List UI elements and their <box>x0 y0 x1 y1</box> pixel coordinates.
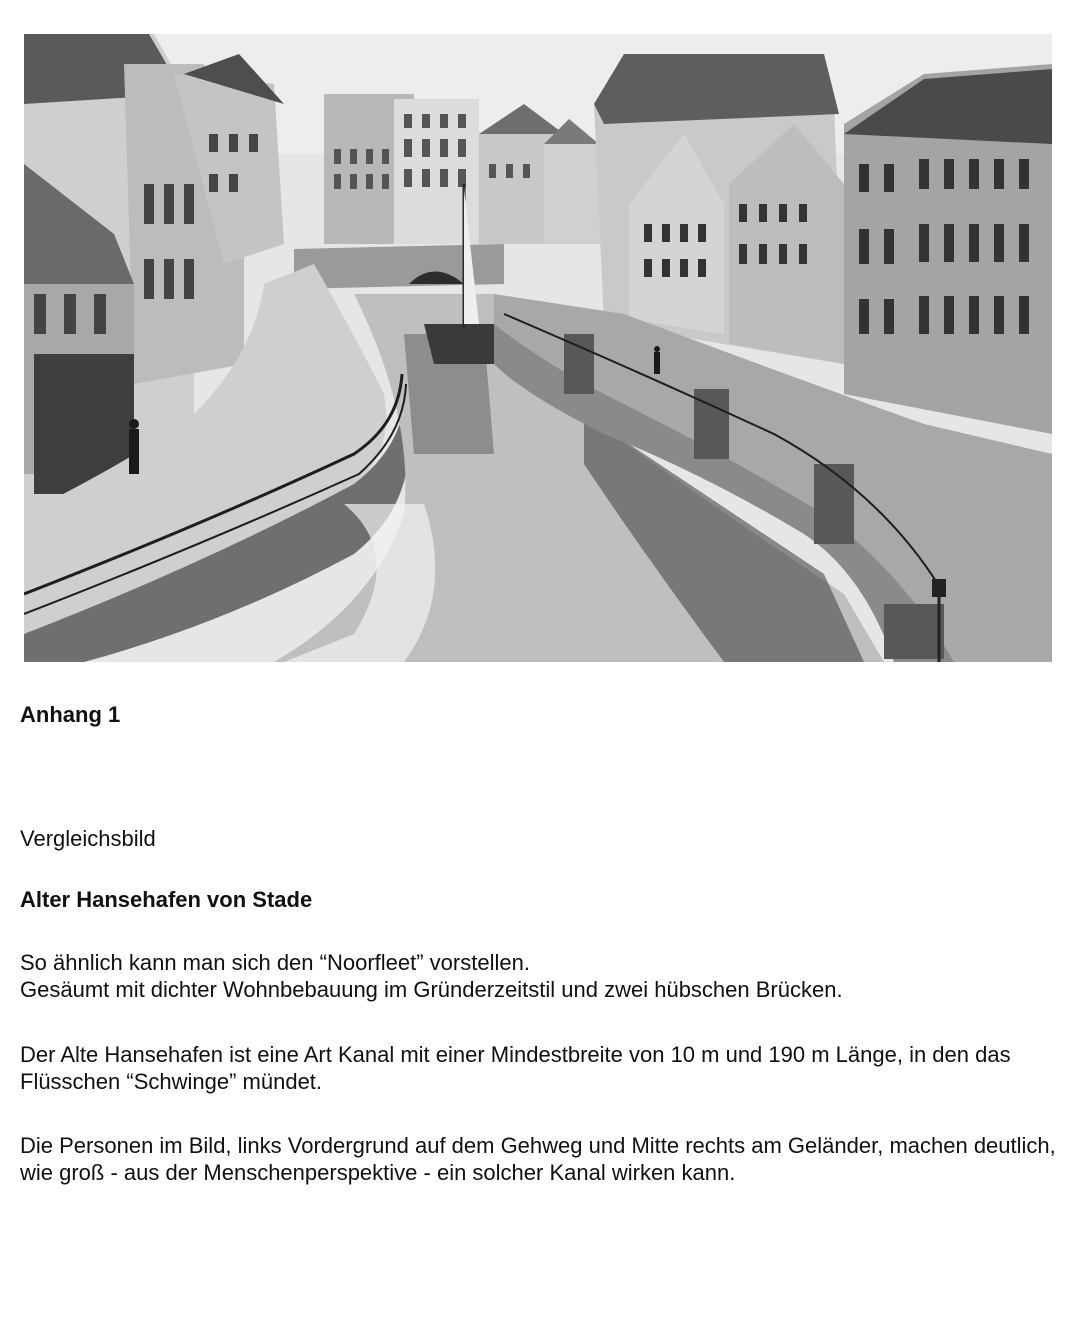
paragraph-1-line-1: So ähnlich kann man sich den “Noorfleet” vorstellen. <box>20 950 530 975</box>
historic-harbor-photo <box>24 34 1052 662</box>
paragraph-2: Der Alte Hansehafen ist eine Art Kanal mit einer Mindestbreite von 10 m und 190 m Länge, in den das Flüsschen “Schwinge” mündet. <box>20 1042 1011 1094</box>
paragraph-3: Die Personen im Bild, links Vordergrund auf dem Gehweg und Mitte rechts am Geländer, machen deutlich, wie groß - aus der Menschenperspektive - ein solcher Kanal wirken kann. <box>20 1133 1056 1185</box>
appendix-heading: Anhang 1 <box>20 702 121 727</box>
caption-label: Vergleichsbild <box>20 826 156 851</box>
caption-title: Alter Hansehafen von Stade <box>20 887 313 912</box>
paragraph-1-line-2: Gesäumt mit dichter Wohnbebauung im Gründerzeitstil und zwei hübschen Brücken. <box>20 977 843 1002</box>
paragraph-1 <box>20 949 1065 1003</box>
